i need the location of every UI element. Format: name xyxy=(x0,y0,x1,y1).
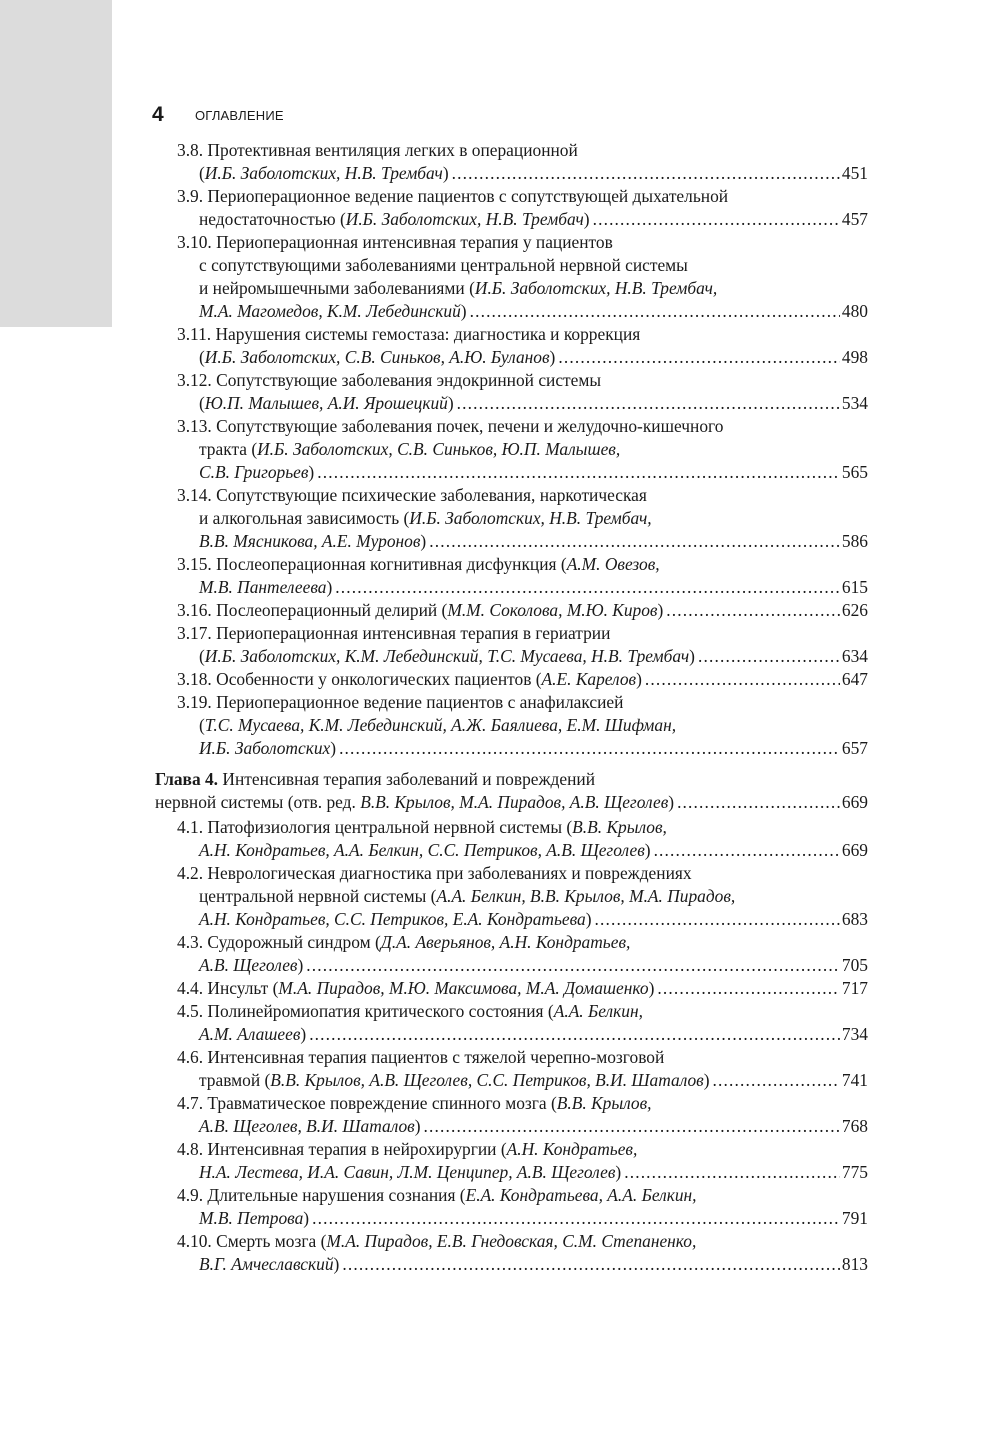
toc-entry-line: с сопутствующими заболеваниями центральной нервной системы xyxy=(199,255,688,275)
toc-page-number: 565 xyxy=(841,462,868,482)
toc-page-number: 615 xyxy=(841,577,868,597)
dot-leader xyxy=(312,1207,840,1230)
toc-entry[interactable] xyxy=(155,185,868,231)
toc-entry-line: 4.3. Судорожный синдром (Д.А. Аверьянов, А.Н. Кондратьев, xyxy=(177,932,631,952)
toc-entry-line: 4.7. Травматическое повреждение спинного мозга (В.В. Крылов, xyxy=(177,1093,652,1113)
toc-entry-line: 3.12. Сопутствующие заболевания эндокринной системы xyxy=(177,370,602,390)
table-of-contents xyxy=(155,139,868,1276)
toc-page-number: 451 xyxy=(841,163,868,183)
toc-page-number: 813 xyxy=(841,1254,868,1274)
toc-entry-line: 3.13. Сопутствующие заболевания почек, печени и желудочно-кишечного xyxy=(177,416,724,436)
toc-page-number: 586 xyxy=(841,531,868,551)
toc-entry-line: (Т.С. Мусаева, К.М. Лебединский, А.Ж. Баялиева, Е.М. Шифман, xyxy=(199,715,677,735)
toc-entry-title: Н.А. Лестева, И.А. Савин, Л.М. Ценципер, А.В. Щеголев) xyxy=(199,1162,622,1182)
toc-entry-title: И.Б. Заболотских) xyxy=(199,738,337,758)
toc-entry[interactable] xyxy=(155,323,868,369)
dot-leader xyxy=(335,576,840,599)
toc-entry-last-line xyxy=(177,977,868,1000)
toc-entry-last-line xyxy=(177,599,868,622)
toc-entry-line: тракта (И.Б. Заболотских, С.В. Синьков, Ю.П. Малышев, xyxy=(199,439,621,459)
toc-entry[interactable] xyxy=(155,231,868,323)
toc-entry-line: 3.17. Периоперационная интенсивная терапия в гериатрии xyxy=(177,623,611,643)
dot-leader xyxy=(457,392,840,415)
toc-entry-title: (И.Б. Заболотских, К.М. Лебединский, Т.С. Мусаева, Н.В. Трембач) xyxy=(199,646,695,666)
toc-entry-line: 4.6. Интенсивная терапия пациентов с тяжелой черепно-мозговой xyxy=(177,1047,665,1067)
toc-entry-title: А.Н. Кондратьев, С.С. Петриков, Е.А. Кондратьева) xyxy=(199,909,592,929)
toc-entry[interactable] xyxy=(155,622,868,668)
toc-entry[interactable] xyxy=(155,1000,868,1046)
dot-leader xyxy=(309,1023,840,1046)
toc-entry-last-line xyxy=(177,1161,868,1184)
dot-leader xyxy=(339,737,840,760)
toc-entry-last-line xyxy=(177,346,868,369)
toc-entry-last-line xyxy=(155,791,868,814)
toc-entry-line: 3.14. Сопутствующие психические заболевания, наркотическая xyxy=(177,485,647,505)
toc-entry-line: и алкогольная зависимость (И.Б. Заболотских, Н.В. Трембач, xyxy=(199,508,652,528)
page-number: 4 xyxy=(152,103,164,126)
toc-entry[interactable] xyxy=(155,139,868,185)
toc-page-number: 669 xyxy=(841,792,868,812)
toc-entry-title: В.В. Мясникова, А.Е. Муронов) xyxy=(199,531,427,551)
toc-entry[interactable] xyxy=(155,816,868,862)
toc-entry-title: А.Н. Кондратьев, А.А. Белкин, С.С. Петриков, А.В. Щеголев) xyxy=(199,840,651,860)
toc-entry[interactable] xyxy=(155,1184,868,1230)
dot-leader xyxy=(677,791,840,814)
toc-entry-line: 3.10. Периоперационная интенсивная терапия у пациентов xyxy=(177,232,613,252)
toc-page-number: 717 xyxy=(841,978,868,998)
toc-entry-line: 3.9. Периоперационное ведение пациентов с сопутствующей дыхательной xyxy=(177,186,729,206)
toc-entry-last-line xyxy=(177,392,868,415)
toc-entry-line: 4.1. Патофизиология центральной нервной системы (В.В. Крылов, xyxy=(177,817,667,837)
toc-entry[interactable] xyxy=(155,691,868,760)
toc-entry-title: 3.16. Послеоперационный делирий (М.М. Соколова, М.Ю. Киров) xyxy=(177,600,664,620)
toc-entry[interactable] xyxy=(155,553,868,599)
toc-entry-last-line xyxy=(177,300,868,323)
toc-entry[interactable] xyxy=(155,862,868,931)
toc-page-number: 768 xyxy=(841,1116,868,1136)
toc-entry-last-line xyxy=(177,908,868,931)
dot-leader xyxy=(593,208,840,231)
toc-entry-line: 3.19. Периоперационное ведение пациентов с анафилаксией xyxy=(177,692,624,712)
toc-entry-title: недостаточностью (И.Б. Заболотских, Н.В. Трембач) xyxy=(199,209,590,229)
toc-page-number: 669 xyxy=(841,840,868,860)
toc-page-number: 498 xyxy=(841,347,868,367)
toc-entry-last-line xyxy=(177,1253,868,1276)
toc-page-number: 626 xyxy=(841,600,868,620)
toc-entry-line: 3.15. Послеоперационная когнитивная дисфункция (А.М. Овезов, xyxy=(177,554,660,574)
toc-entry[interactable] xyxy=(155,415,868,484)
toc-page-number: 647 xyxy=(841,669,868,689)
dot-leader xyxy=(595,908,840,931)
toc-entry-line: 3.11. Нарушения системы гемостаза: диагностика и коррекция xyxy=(177,324,641,344)
gray-margin-band xyxy=(0,0,112,327)
toc-page-number: 734 xyxy=(841,1024,868,1044)
toc-entry-title: (И.Б. Заболотских, Н.В. Трембач) xyxy=(199,163,449,183)
toc-entry-line: центральной нервной системы (А.А. Белкин, В.В. Крылов, М.А. Пирадов, xyxy=(199,886,736,906)
toc-entry-last-line xyxy=(177,839,868,862)
dot-leader xyxy=(317,461,840,484)
dot-leader xyxy=(306,954,840,977)
toc-page-number: 741 xyxy=(841,1070,868,1090)
toc-entry-title: А.В. Щеголев, В.И. Шаталов) xyxy=(199,1116,421,1136)
toc-entry[interactable] xyxy=(155,599,868,622)
toc-page-number: 534 xyxy=(841,393,868,413)
chapter-label: Глава 4. xyxy=(155,769,223,789)
toc-page-number: 775 xyxy=(841,1162,868,1182)
toc-page-number: 683 xyxy=(841,909,868,929)
toc-page-number: 480 xyxy=(841,301,868,321)
toc-entry-title: М.А. Магомедов, К.М. Лебединский) xyxy=(199,301,467,321)
toc-page-number: 657 xyxy=(841,738,868,758)
dot-leader xyxy=(470,300,840,323)
toc-entry-last-line xyxy=(177,645,868,668)
toc-entry-last-line xyxy=(177,668,868,691)
toc-entry-last-line xyxy=(177,737,868,760)
dot-leader xyxy=(452,162,840,185)
toc-entry[interactable] xyxy=(155,1046,868,1092)
dot-leader xyxy=(645,668,840,691)
toc-entry-last-line xyxy=(177,461,868,484)
toc-entry-line: 4.10. Смерть мозга (М.А. Пирадов, Е.В. Гнедовская, С.М. Степаненко, xyxy=(177,1231,697,1251)
toc-page-number: 457 xyxy=(841,209,868,229)
running-title: ОГЛАВЛЕНИЕ xyxy=(195,108,284,123)
toc-entry-last-line xyxy=(177,162,868,185)
toc-entry[interactable] xyxy=(155,1230,868,1276)
dot-leader xyxy=(342,1253,840,1276)
toc-entry-last-line xyxy=(177,530,868,553)
toc-entry-line: 3.8. Протективная вентиляция легких в операционной xyxy=(177,140,578,160)
toc-entry-last-line xyxy=(177,1115,868,1138)
toc-entry[interactable] xyxy=(155,668,868,691)
dot-leader xyxy=(429,530,840,553)
dot-leader xyxy=(713,1069,840,1092)
toc-entry-title: нервной системы (отв. ред. В.В. Крылов, М.А. Пирадов, А.В. Щеголев) xyxy=(155,792,675,812)
toc-entry-line: 4.9. Длительные нарушения сознания (Е.А. Кондратьева, А.А. Белкин, xyxy=(177,1185,697,1205)
dot-leader xyxy=(666,599,840,622)
toc-entry[interactable] xyxy=(155,931,868,977)
dot-leader xyxy=(698,645,840,668)
toc-entry-title: травмой (В.В. Крылов, А.В. Щеголев, С.С. Петриков, В.И. Шаталов) xyxy=(199,1070,710,1090)
dot-leader xyxy=(657,977,840,1000)
toc-entry[interactable] xyxy=(155,977,868,1000)
toc-entry-title: 4.4. Инсульт (М.А. Пирадов, М.Ю. Максимова, М.А. Домашенко) xyxy=(177,978,655,998)
toc-entry-title: 3.18. Особенности у онкологических пациентов (А.Е. Карелов) xyxy=(177,669,642,689)
toc-entry-title: М.В. Пантелеева) xyxy=(199,577,333,597)
toc-entry-title: М.В. Петрова) xyxy=(199,1208,310,1228)
toc-entry-line: и нейромышечными заболеваниями (И.Б. Заболотских, Н.В. Трембач, xyxy=(199,278,718,298)
dot-leader xyxy=(624,1161,840,1184)
dot-leader xyxy=(654,839,840,862)
toc-entry[interactable] xyxy=(155,484,868,553)
toc-entry-last-line xyxy=(177,954,868,977)
toc-page-number: 634 xyxy=(841,646,868,666)
toc-entry-last-line xyxy=(177,1023,868,1046)
toc-entry-title: А.В. Щеголев) xyxy=(199,955,304,975)
toc-entry-last-line xyxy=(177,1207,868,1230)
toc-entry-last-line xyxy=(177,208,868,231)
toc-entry[interactable] xyxy=(155,1138,868,1184)
toc-entry-title: С.В. Григорьев) xyxy=(199,462,315,482)
toc-entry-line: 4.5. Полинейромиопатия критического состояния (А.А. Белкин, xyxy=(177,1001,643,1021)
toc-entry[interactable] xyxy=(155,369,868,415)
toc-entry-line: Глава 4. Интенсивная терапия заболеваний и повреждений xyxy=(155,769,596,789)
toc-page-number: 705 xyxy=(841,955,868,975)
toc-entry-title: (И.Б. Заболотских, С.В. Синьков, А.Ю. Буланов) xyxy=(199,347,556,367)
toc-entry-line: 4.2. Неврологическая диагностика при заболеваниях и повреждениях xyxy=(177,863,692,883)
toc-chapter[interactable] xyxy=(155,768,868,814)
toc-entry-title: А.М. Алашеев) xyxy=(199,1024,307,1044)
toc-entry-last-line xyxy=(177,576,868,599)
dot-leader xyxy=(424,1115,840,1138)
toc-entry-line: 4.8. Интенсивная терапия в нейрохирургии (А.Н. Кондратьев, xyxy=(177,1139,638,1159)
toc-entry[interactable] xyxy=(155,1092,868,1138)
dot-leader xyxy=(558,346,840,369)
toc-page-number: 791 xyxy=(841,1208,868,1228)
toc-entry-title: В.Г. Амчеславский) xyxy=(199,1254,340,1274)
toc-entry-last-line xyxy=(177,1069,868,1092)
toc-entry-title: (Ю.П. Малышев, А.И. Ярошецкий) xyxy=(199,393,454,413)
